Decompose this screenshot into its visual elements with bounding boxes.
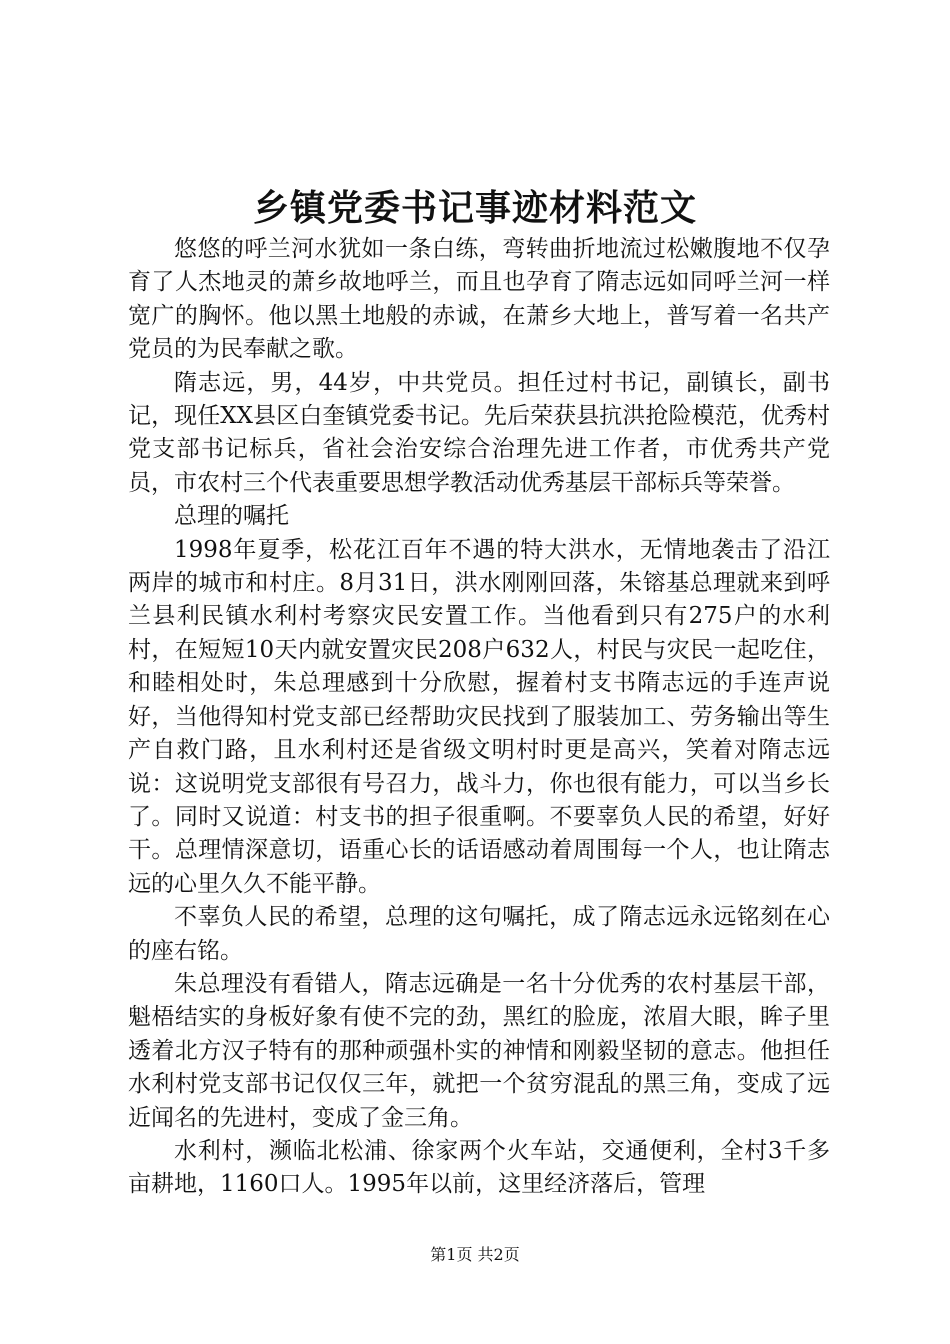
paragraph-motto: 不辜负人民的希望，总理的这句嘱托，成了隋志远永远铭刻在心的座右铭。 xyxy=(128,904,830,964)
paragraph-flood: 1998年夏季，松花江百年不遇的特大洪水，无情地袭击了沿江两岸的城市和村庄。8月31日，洪水刚刚回落，朱镕基总理就来到呼兰县利民镇水利村考察灾民安置工作。当他看到只有275户的水利村，在短短10天内就安置灾民208户632人，村民与灾民一起吃住，和睦相处时，朱总理感到十分欣慰，握着村支书隋志远的手连声说好，当他得知村党支部已经帮助灾民找到了服装加工、劳务输出等生产自救门路，且水利村还是省级文明村时更是高兴，笑着对隋志远说：这说明党支部很有号召力，战斗力，你也很有能力，可以当乡长了。同时又说道：村支书的担子很重啊。不要辜负人民的希望，好好干。总理情深意切，语重心长的话语感动着周围每一个人，也让隋志远的心里久久不能平静。 xyxy=(128,536,830,897)
document-body xyxy=(128,233,830,1202)
paragraph-village: 水利村，濒临北松浦、徐家两个火车站，交通便利，全村3千多亩耕地，1160口人。1995年以前，这里经济落后，管理 xyxy=(128,1137,830,1198)
paragraph-intro: 悠悠的呼兰河水犹如一条白练，弯转曲折地流过松嫩腹地不仅孕育了人杰地灵的萧乡故地呼兰，而且也孕育了隋志远如同呼兰河一样宽广的胸怀。他以黑土地般的赤诚，在萧乡大地上，普写着一名共产党员的为民奉献之歌。 xyxy=(128,236,830,363)
section-heading: 总理的嘱托 xyxy=(174,503,289,530)
paragraph-profile: 隋志远，男，44岁，中共党员。担任过村书记，副镇长，副书记，现任XX县区白奎镇党委书记。先后荣获县抗洪抢险模范，优秀村党支部书记标兵，省社会治安综合治理先进工作者，市优秀共产党员，市农村三个代表重要思想学教活动优秀基层干部标兵等荣誉。 xyxy=(128,369,830,496)
page-number-footer: 第1页 共2页 xyxy=(430,1245,520,1264)
document-title: 乡镇党委书记事迹材料范文 xyxy=(252,187,697,229)
paragraph-character: 朱总理没有看错人，隋志远确是一名十分优秀的农村基层干部，魁梧结实的身板好象有使不完的劲，黑红的脸庞，浓眉大眼，眸子里透着北方汉子特有的那种顽强朴实的神情和刚毅坚韧的意志。他担任水利村党支部书记仅仅三年，就把一个贫穷混乱的黑三角，变成了远近闻名的先进村，变成了金三角。 xyxy=(128,970,830,1131)
